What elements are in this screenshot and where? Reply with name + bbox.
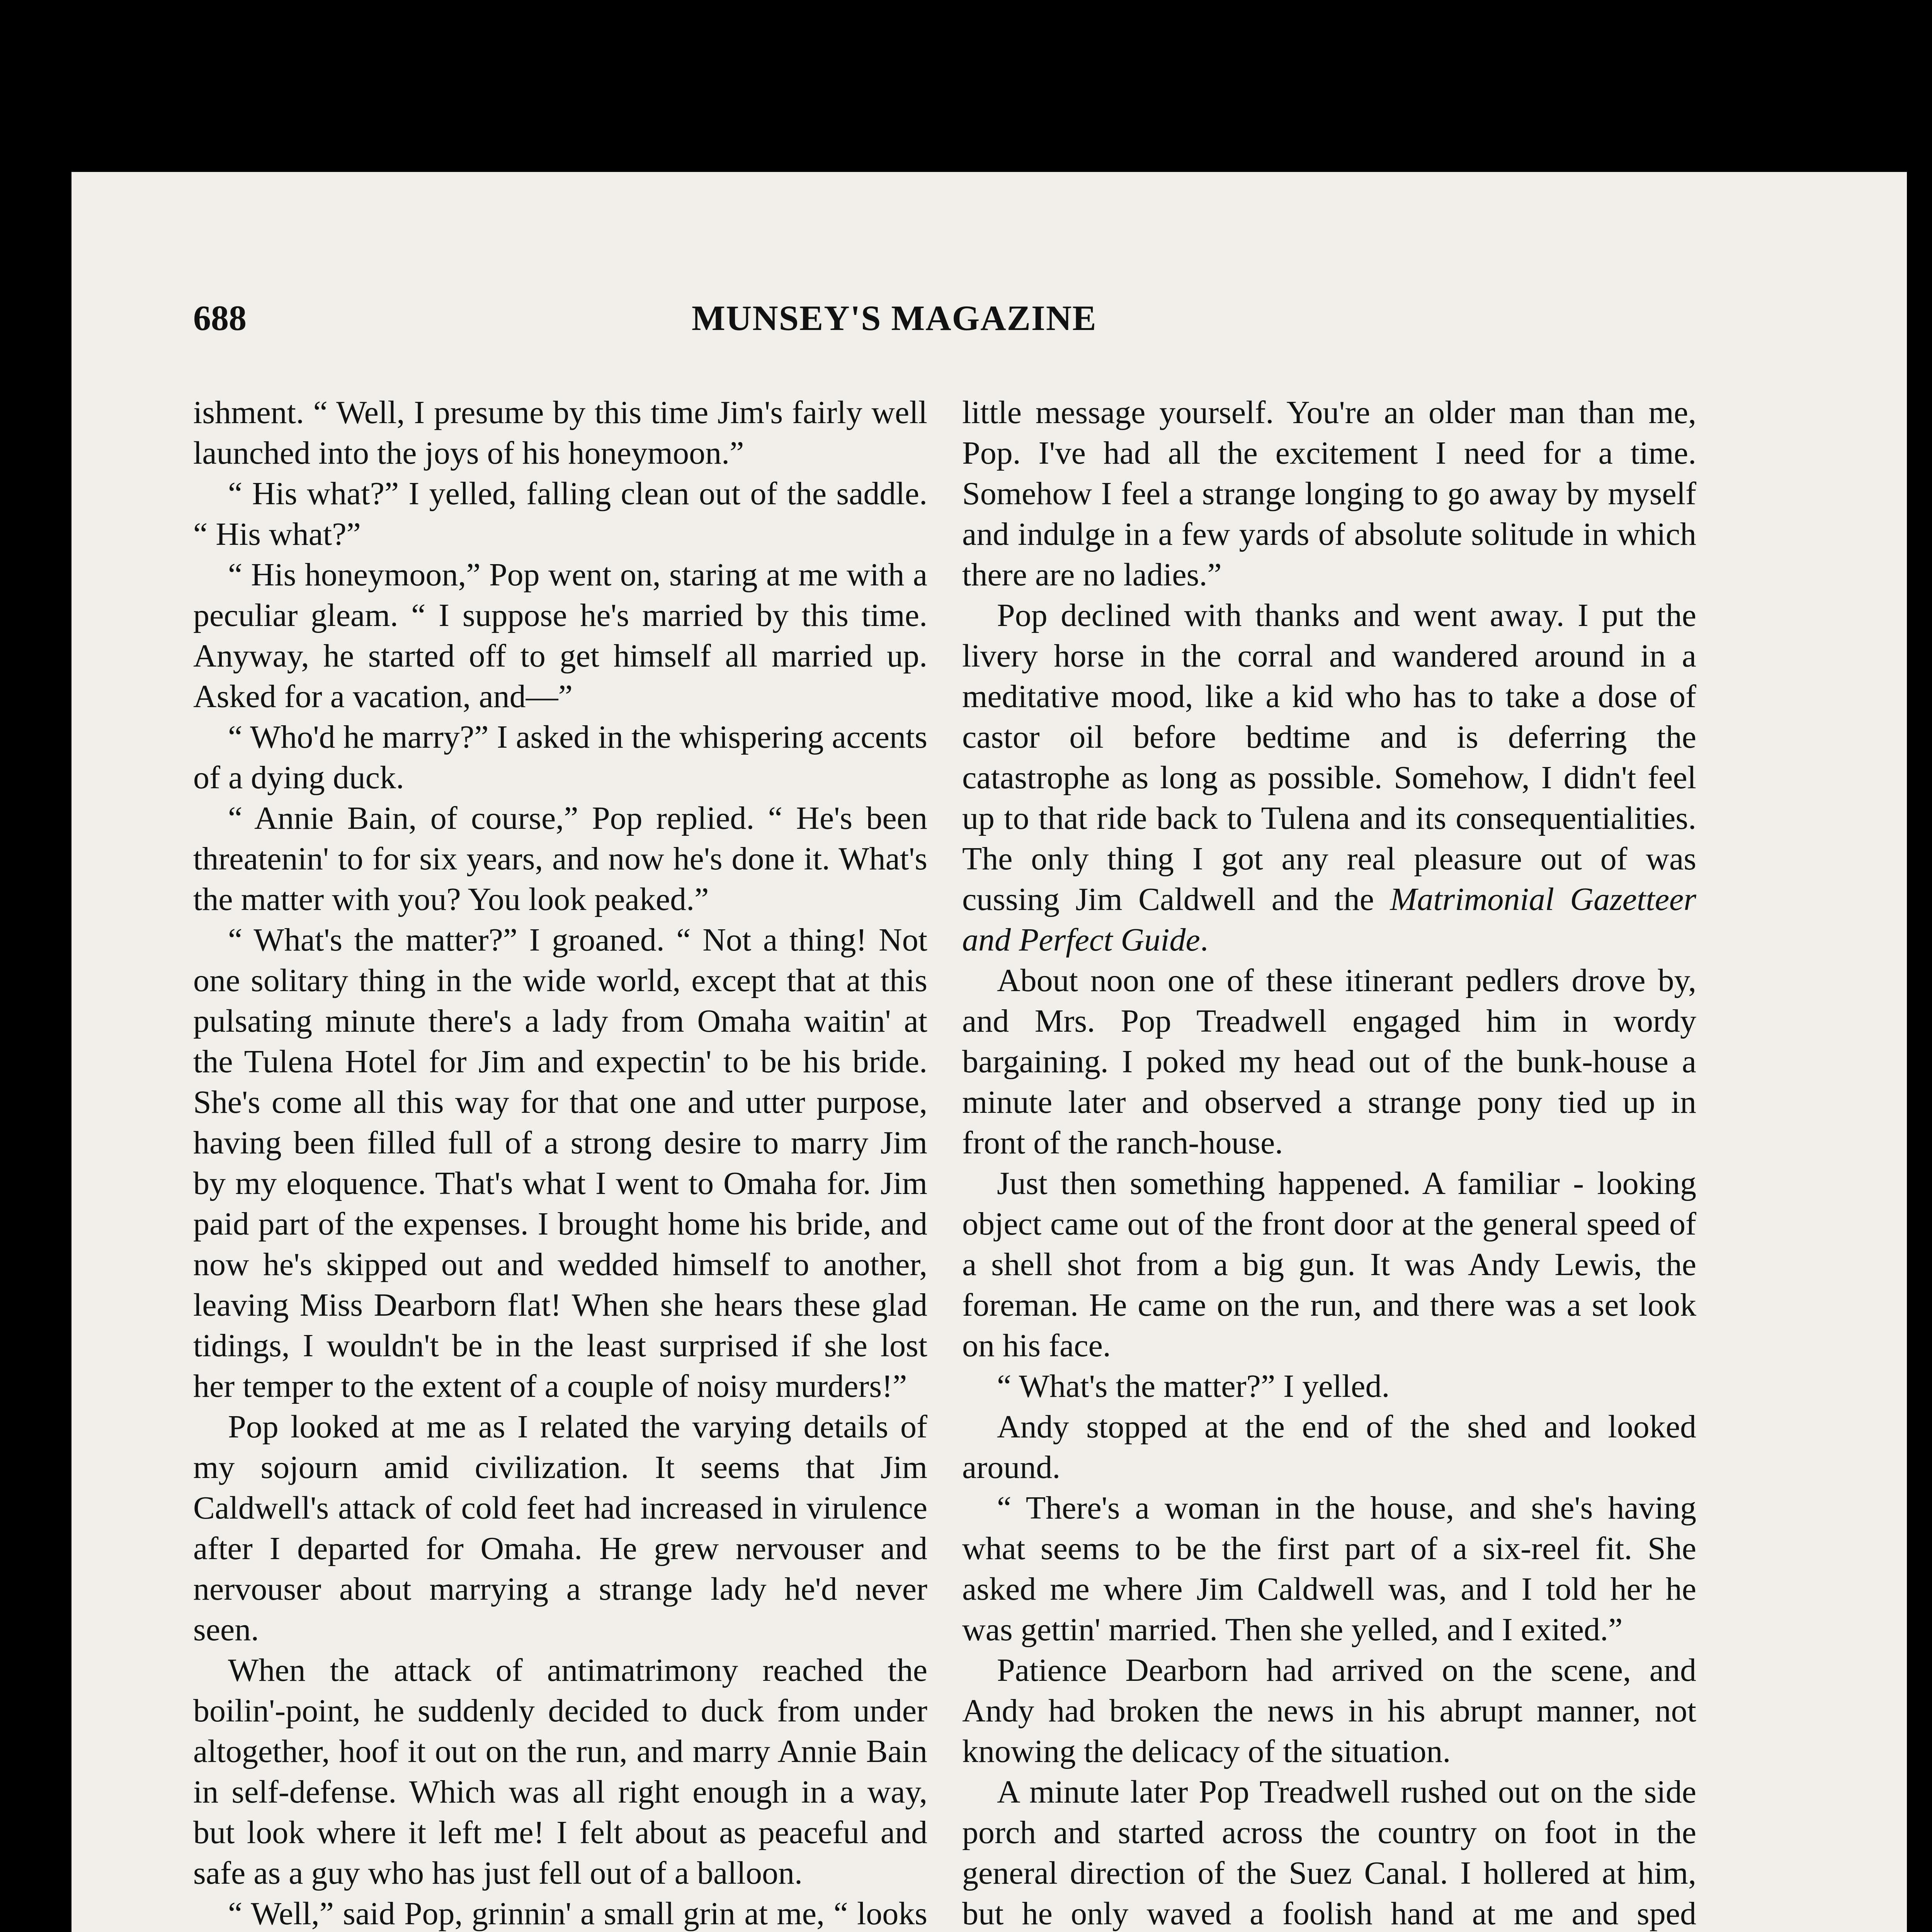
paragraph: “ What's the matter?” I yelled. [997, 1368, 1390, 1404]
paragraph: About noon one of these itinerant pedlers drove by, and Mrs. Pop Treadwell engaged him in wordy bargaining. I poked my head out of the bunk-house a minute later and observed a strange pony tied up in front of the ranch-house. [962, 963, 1696, 1161]
paragraph: Pop looked at me as I related the varying details of my sojourn amid civilization. It seems that Jim Caldwell's attack of cold feet had increased in virulence after I departed for Omaha. He grew nervouser and nervouser about marrying a strange lady he'd never seen. [193, 1409, 927, 1648]
paragraph: A minute later Pop Treadwell rushed out on the side porch and started across the country on foot in the general direction of the Suez Canal. I hollered at him, but he only waved a foolish hand at me and sped [962, 1774, 1696, 1932]
paragraph: “ His what?” I yelled, falling clean out of the saddle. “ His what?” [193, 476, 927, 552]
magazine-title: MUNSEY'S MAGAZINE [692, 298, 1097, 338]
paragraph: “ Annie Bain, of course,” Pop replied. “ He's been threatenin' to for six years, and now he's done it. What's the matter with you? You look peaked.” [193, 800, 927, 917]
paragraph-end: . [1200, 922, 1208, 958]
paragraph: “ There's a woman in the house, and she's having what seems to be the first part of a six-reel fit. She asked me where Jim Caldwell was, and I told her he was gettin' married. Then she yelled, and I exited.” [962, 1490, 1696, 1648]
paragraph: “ What's the matter?” I groaned. “ Not a thing! Not one solitary thing in the wide world, except that at this pulsating minute there's a lady from Omaha waitin' at the Tulena Hotel for Jim and expectin' to be his bride. She's come all this way for that one and utter purpose, having been filled full of a strong desire to marry Jim by my eloquence. That's what I went to Omaha for. Jim paid part of the expenses. I brought home his bride, and now he's skipped out and wedded himself to another, leaving Miss Dearborn flat! When she hears these glad tidings, I wouldn't be in the least surprised if she lost her temper to the extent of a couple of noisy murders!” [193, 922, 927, 1404]
publication-title: Matrimonial Gazetteer and Perfect Guide [962, 881, 1696, 958]
paragraph: little message yourself. You're an older man than me, Pop. I've had all the excitement I need for a time. Somehow I feel a strange longing to go away by myself and indulge in a few yards of absolute solitude in which there are no ladies.” [962, 395, 1696, 593]
paragraph: “ Who'd he marry?” I asked in the whispering accents of a dying duck. [193, 719, 927, 796]
page-number: 688 [193, 298, 247, 338]
paragraph: Andy stopped at the end of the shed and looked around. [962, 1409, 1696, 1485]
paragraph: “ Well,” said Pop, grinnin' a small grin at me, “ looks [228, 1896, 927, 1932]
right-column [962, 392, 1696, 1932]
paragraph-with-title [962, 595, 1696, 960]
paragraph: ishment. “ Well, I presume by this time Jim's fairly well launched into the joys of his honeymoon.” [193, 395, 927, 471]
paragraph: Just then something happened. A familiar - looking object came out of the front door at the general speed of a shell shot from a big gun. It was Andy Lewis, the foreman. He came on the run, and there was a set look on his face. [962, 1165, 1696, 1364]
left-column [193, 392, 927, 1932]
paragraph-text: Pop declined with thanks and went away. I put the livery horse in the corral and wandered around in a meditative mood, like a kid who has to take a dose of castor oil before bedtime and is deferring the catastrophe as long as possible. Somehow, I didn't feel up to that ride back to Tulena and its consequentialities. The only thing I got any real pleasure out of was cussing Jim Caldwell and the [962, 597, 1696, 917]
paragraph: “ His honeymoon,” Pop went on, staring at me with a peculiar gleam. “ I suppose he's married by this time. Anyway, he started off to get himself all married up. Asked for a vacation, and—” [193, 557, 927, 714]
running-head [193, 298, 1700, 352]
paragraph: When the attack of antimatrimony reached the boilin'-point, he suddenly decided to duck from under altogether, hoof it out on the run, and marry Annie Bain in self-defense. Which was all right enough in a way, but look where it left me! I felt about as peaceful and safe as a guy who has just fell out of a balloon. [193, 1652, 927, 1891]
paragraph: Patience Dearborn had arrived on the scene, and Andy had broken the news in his abrupt manner, not knowing the delicacy of the situation. [962, 1652, 1696, 1769]
